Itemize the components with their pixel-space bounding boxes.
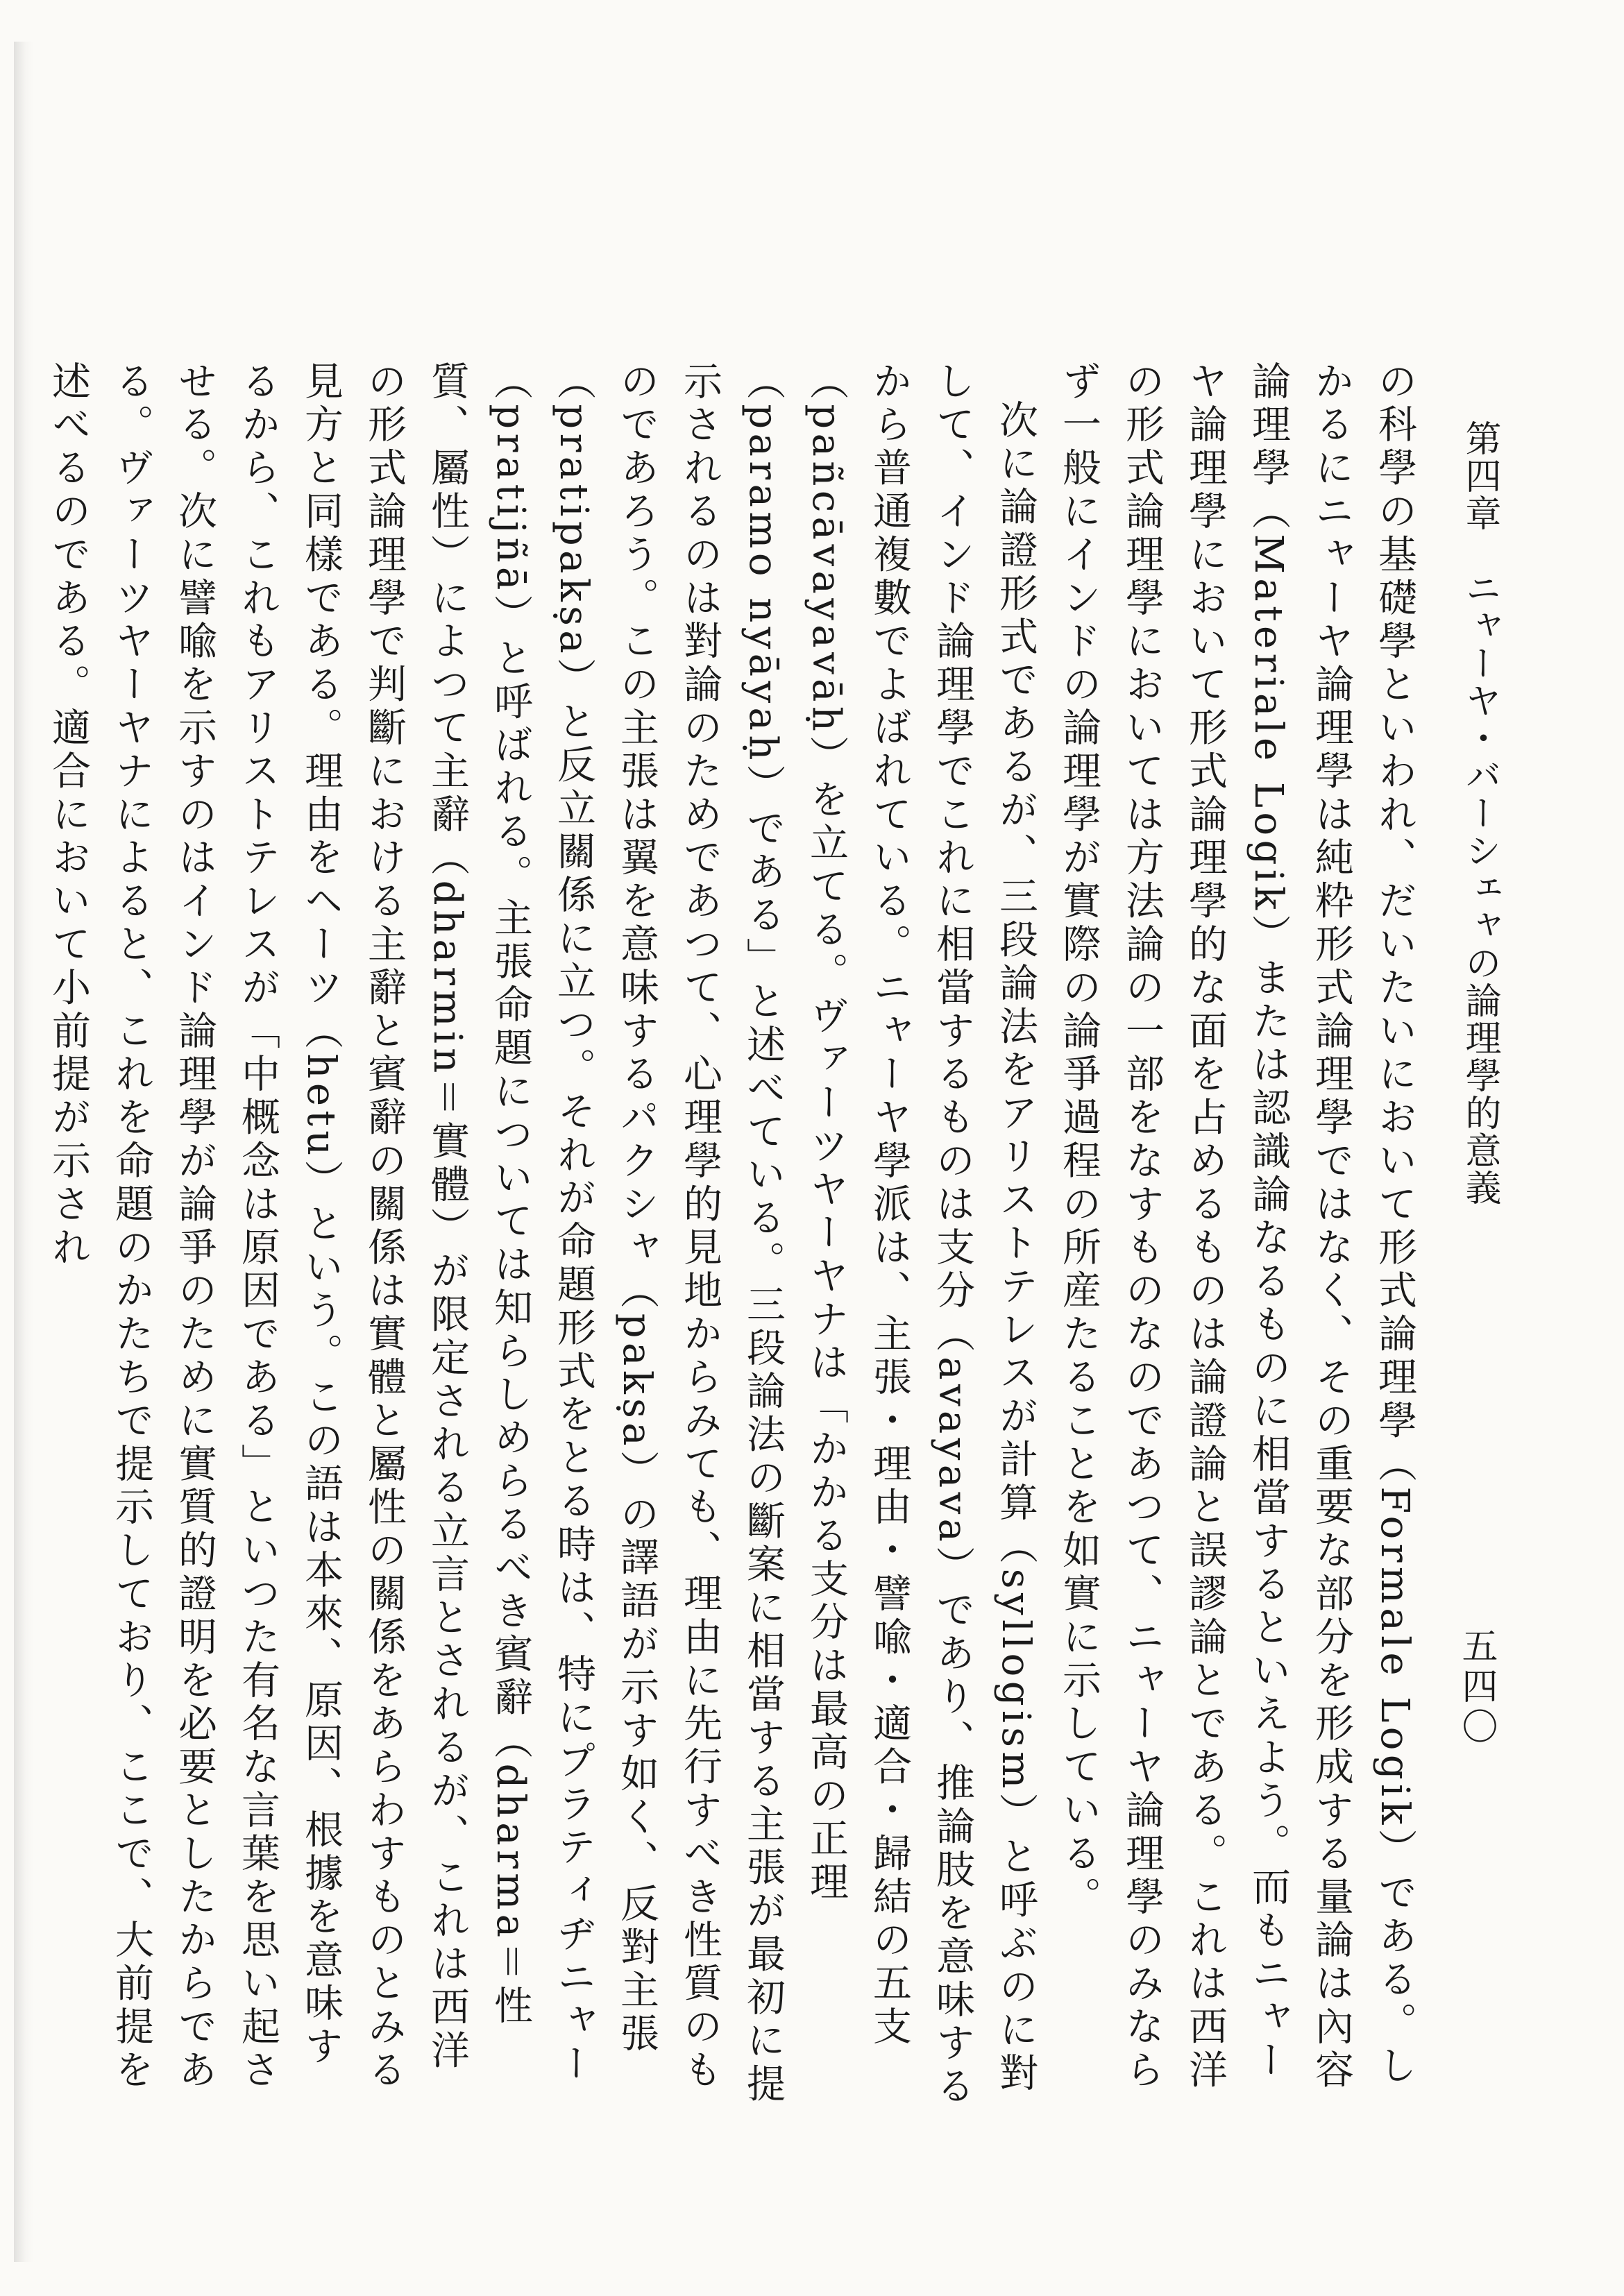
paragraph-continued: の科學の基礎學といわれ、だいたいにおいて形式論理學（Formale Logik）である。しかるにニャーヤ論理學は純粋形式論理學ではなく、その重要な部分を形成する量論は內容論理學（Materiale Logik）または認識論なるものに相當するといえよう。而もニャーヤ論理學において形式論理學的な面を占めるものは論證論と誤謬論とである。これは西洋の形式論理學においては方法論の一部をなすものなのであつて、ニャーヤ論理學のみならず一般にインドの論理學が實際の論爭過程の所産たることを如實に示している。 xyxy=(1056,361,1417,2093)
body-text xyxy=(37,361,1426,2109)
running-header: 第四章 ニャーヤ・バーシェャの論理學的意義 xyxy=(1459,420,1500,1207)
scan-binding-shadow xyxy=(14,42,33,2262)
paragraph-proof-form: 次に論證形式であるが、三段論法をアリストテレスが計算（syllogism）と呼ぶのに對して、インド論理學でこれに相當するものは支分（avayava）であり、推論肢を意味するから普通複數でよばれている。ニャーヤ學派は、主張・理由・譬喩・適合・歸結の五支（pañcāvayavāḥ）を立てる。ヴァーツヤーヤナは「かかる支分は最高の正理（paramo nyāyaḥ）である」と述べている。三段論法の斷案に相當する主張が最初に提示されるのは對論のためであつて、心理學的見地からみても、理由に先行すべき性質のものであろう。この主張は翼を意味するパクシャ（pakṣa）の譯語が示す如く、反對主張（pratipakṣa）と反立關係に立つ。それが命題形式をとる時は、特にプラティヂニャー（pratijñā）と呼ばれる。主張命題については知らしめらるべき賓辭（dharma＝性質、屬性）によつて主辭（dharmin＝實體）が限定される立言とされるが、これは西洋の形式論理學で判斷における主辭と賓辭の關係は實體と屬性の關係をあらわすものとみる見方と同樣である。理由をヘーツ（hetu）という。この語は本來、原因、根據を意味するから、これもアリストテレスが「中概念は原因である」といつた有名な言葉を思い起させる。次に譬喩を示すのはインド論理學が論爭のために實質的證明を必要としたからである。ヴァーツヤーヤナによると、これを命題のかたちで提示しており、ここで、大前提を述べるのである。適合において小前提が示され xyxy=(46,361,1038,2109)
page-number: 五四〇 xyxy=(1455,1627,1497,1748)
